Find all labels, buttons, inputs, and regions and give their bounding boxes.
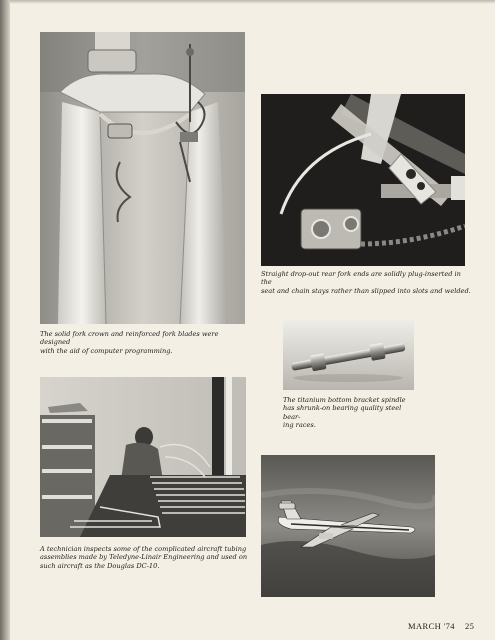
fork-caption-line-1: The solid fork crown and reinforced fork blades were designed (40, 330, 219, 347)
technician-caption-line-1: A technician inspects some of the complicated aircraft tubing (40, 545, 247, 553)
spindle-photo (283, 320, 414, 390)
spindle-caption-line-1: The titanium bottom bracket spindle (283, 396, 406, 404)
aircraft-illustration (261, 455, 435, 597)
spindle-caption-line-2: has shrunk-on bearing quality steel bear- (283, 404, 402, 421)
dropout-illustration (261, 94, 465, 266)
dc10-aircraft-photo (261, 455, 435, 597)
spindle-caption (283, 396, 418, 430)
technician-caption-line-2: assemblies made by Teledyne-Linair Engineering and used on (40, 553, 248, 562)
page-number: 25 (464, 621, 475, 631)
dropout-caption-line-2: seat and chain stays rather than slipped into slots and welded. (261, 286, 471, 295)
spindle-caption-line-3: ing races. (283, 421, 316, 430)
issue-date: MARCH '74 (408, 621, 455, 631)
fork-crown-illustration (40, 32, 245, 324)
spindle-illustration (283, 320, 414, 390)
technician-photo (40, 377, 246, 537)
technician-caption-line-3: such aircraft as the Douglas DC-10. (40, 561, 160, 570)
dropout-caption (261, 270, 471, 295)
page-binding-edge (0, 0, 10, 640)
fork-crown-photo (40, 32, 245, 324)
fork-caption (40, 330, 250, 355)
dropout-photo (261, 94, 465, 266)
dropout-caption-line-1: Straight drop-out rear fork ends are solidly plug-inserted in the (261, 270, 461, 287)
page-footer (408, 621, 474, 631)
technician-illustration (40, 377, 246, 537)
fork-caption-line-2: with the aid of computer programming. (40, 346, 173, 355)
page-top-edge (0, 0, 495, 4)
technician-caption (40, 545, 252, 570)
